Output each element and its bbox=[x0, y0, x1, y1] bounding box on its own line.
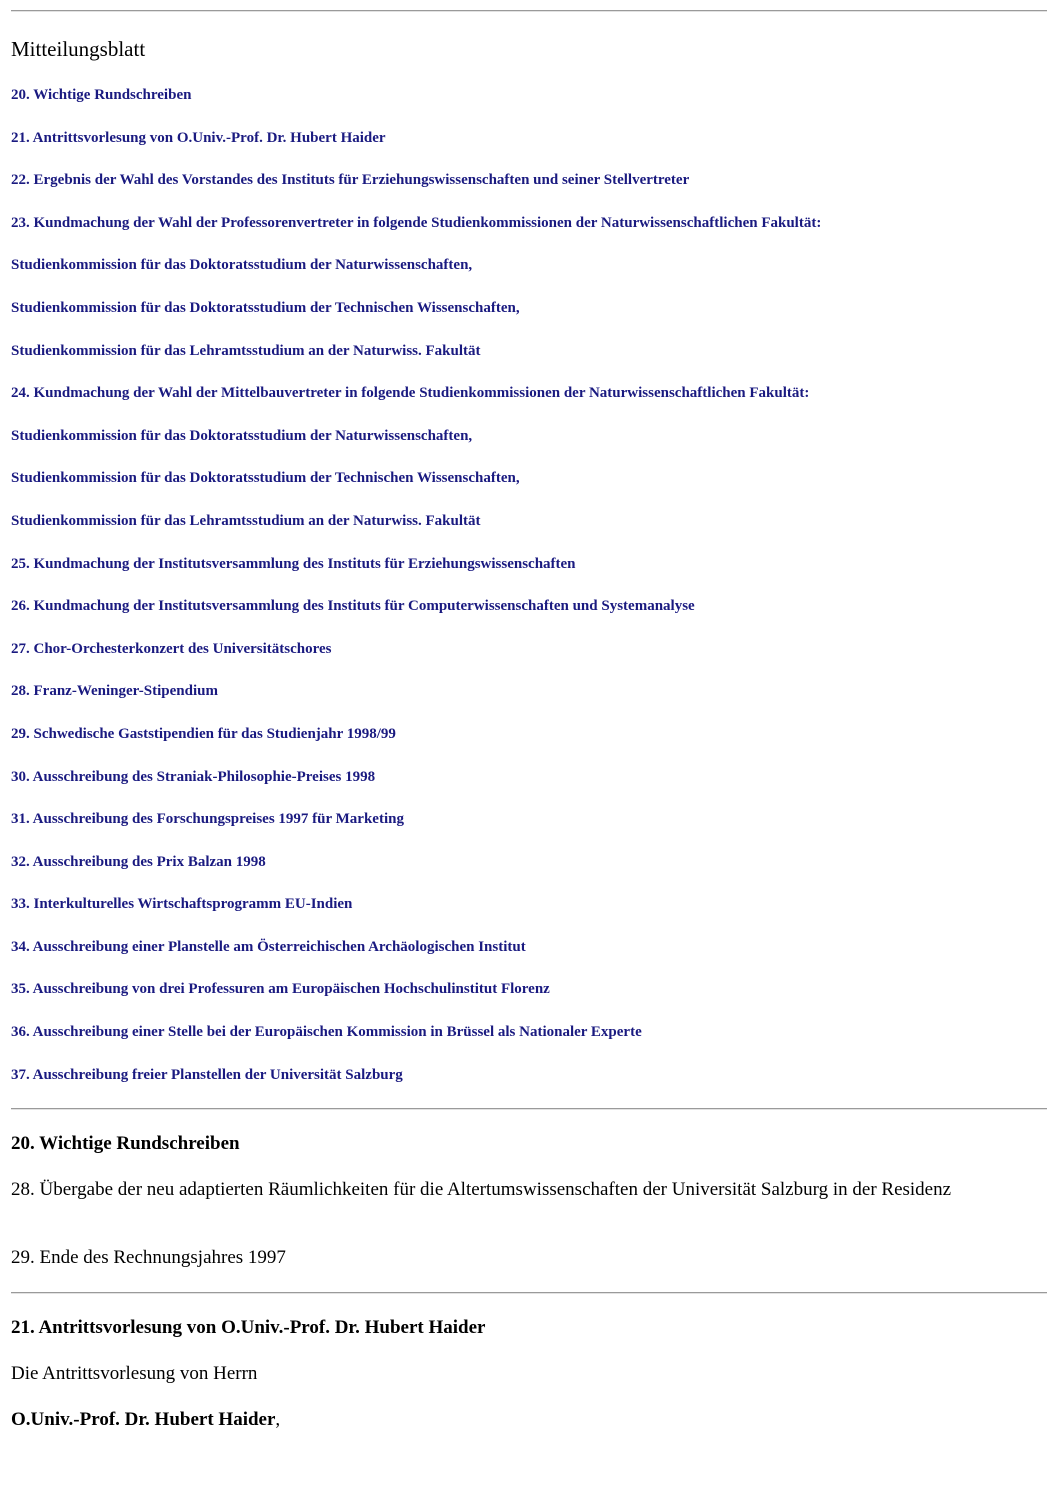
name-suffix: , bbox=[275, 1409, 281, 1430]
toc-link-25[interactable]: 25. Kundmachung der Institutsversammlung des Instituts für Erziehungswissenschaften bbox=[11, 555, 576, 572]
toc-item bbox=[11, 893, 821, 936]
toc-link-24-sub2[interactable]: Studienkommission für das Doktoratsstudium der Technischen Wissenschaften, bbox=[11, 470, 520, 487]
toc-link-34[interactable]: 34. Ausschreibung einer Planstelle am Österreichischen Archäologischen Institut bbox=[11, 938, 526, 955]
professor-name: O.Univ.-Prof. Dr. Hubert Haider bbox=[11, 1409, 276, 1430]
toc-link-22[interactable]: 22. Ergebnis der Wahl des Vorstandes des Instituts für Erziehungswissenschaften und seiner Stellvertreter bbox=[11, 172, 690, 189]
toc-link-23-sub1[interactable]: Studienkommission für das Doktoratsstudium der Naturwissenschaften, bbox=[11, 257, 473, 274]
toc-link-24-sub1[interactable]: Studienkommission für das Doktoratsstudium der Naturwissenschaften, bbox=[11, 427, 473, 444]
toc-item bbox=[11, 84, 821, 127]
section-21-name-line bbox=[11, 1408, 1011, 1432]
toc-item bbox=[11, 680, 821, 723]
toc-item bbox=[11, 1021, 821, 1064]
toc-item bbox=[11, 978, 821, 1021]
horizontal-rule bbox=[11, 1292, 1047, 1294]
toc-item bbox=[11, 212, 821, 255]
section-heading-21: 21. Antrittsvorlesung von O.Univ.-Prof. Dr. Hubert Haider bbox=[11, 1317, 486, 1338]
toc-item bbox=[11, 425, 821, 468]
toc-item bbox=[11, 169, 821, 212]
toc-item bbox=[11, 936, 821, 979]
toc-item bbox=[11, 553, 821, 596]
section-heading-20: 20. Wichtige Rundschreiben bbox=[11, 1133, 240, 1154]
toc-link-37[interactable]: 37. Ausschreibung freier Planstellen der Universität Salzburg bbox=[11, 1066, 403, 1083]
toc-item bbox=[11, 851, 821, 894]
toc-link-24[interactable]: 24. Kundmachung der Wahl der Mittelbauvertreter in folgende Studienkommissionen der Naturwissenschaftlichen Fakultät: bbox=[11, 385, 810, 402]
section-21-intro: Die Antrittsvorlesung von Herrn bbox=[11, 1363, 258, 1384]
toc-item bbox=[11, 723, 821, 766]
horizontal-rule bbox=[11, 1108, 1047, 1110]
toc-link-24-sub3[interactable]: Studienkommission für das Lehramtsstudium an der Naturwiss. Fakultät bbox=[11, 512, 481, 529]
toc-link-32[interactable]: 32. Ausschreibung des Prix Balzan 1998 bbox=[11, 853, 266, 870]
toc-item bbox=[11, 595, 821, 638]
toc-link-36[interactable]: 36. Ausschreibung einer Stelle bei der Europäischen Kommission in Brüssel als Nationaler Experte bbox=[11, 1024, 642, 1041]
toc-link-28[interactable]: 28. Franz-Weninger-Stipendium bbox=[11, 683, 218, 700]
toc-item bbox=[11, 297, 821, 340]
page-title: Mitteilungsblatt bbox=[11, 37, 146, 61]
toc-link-21[interactable]: 21. Antrittsvorlesung von O.Univ.-Prof. Dr. Hubert Haider bbox=[11, 129, 386, 146]
toc-link-20[interactable]: 20. Wichtige Rundschreiben bbox=[11, 87, 192, 103]
toc-item bbox=[11, 766, 821, 809]
toc-link-26[interactable]: 26. Kundmachung der Institutsversammlung des Instituts für Computerwissenschaften und Systemanalyse bbox=[11, 598, 695, 615]
toc-link-31[interactable]: 31. Ausschreibung des Forschungspreises 1997 für Marketing bbox=[11, 811, 404, 828]
toc-item bbox=[11, 254, 821, 297]
toc-link-27[interactable]: 27. Chor-Orchesterkonzert des Universitätschores bbox=[11, 640, 332, 657]
toc-link-30[interactable]: 30. Ausschreibung des Straniak-Philosophie-Preises 1998 bbox=[11, 768, 376, 785]
section-20-item-29: 29. Ende des Rechnungsjahres 1997 bbox=[11, 1247, 286, 1268]
toc-link-29[interactable]: 29. Schwedische Gaststipendien für das Studienjahr 1998/99 bbox=[11, 725, 396, 742]
toc-item bbox=[11, 127, 821, 170]
toc-link-23-sub2[interactable]: Studienkommission für das Doktoratsstudium der Technischen Wissenschaften, bbox=[11, 299, 520, 316]
toc-item bbox=[11, 510, 821, 553]
toc-link-35[interactable]: 35. Ausschreibung von drei Professuren am Europäischen Hochschulinstitut Florenz bbox=[11, 981, 550, 998]
toc-link-23-sub3[interactable]: Studienkommission für das Lehramtsstudium an der Naturwiss. Fakultät bbox=[11, 342, 481, 359]
toc-link-33[interactable]: 33. Interkulturelles Wirtschaftsprogramm EU-Indien bbox=[11, 896, 353, 913]
toc-item bbox=[11, 382, 821, 425]
table-of-contents bbox=[11, 84, 821, 1106]
horizontal-rule bbox=[11, 10, 1047, 12]
toc-item bbox=[11, 1064, 821, 1107]
toc-item bbox=[11, 467, 821, 510]
toc-item bbox=[11, 340, 821, 383]
toc-item bbox=[11, 808, 821, 851]
toc-link-23[interactable]: 23. Kundmachung der Wahl der Professorenvertreter in folgende Studienkommissionen der Naturwissenschaftlichen Fakultät: bbox=[11, 214, 822, 231]
section-20-item-28: 28. Übergabe der neu adaptierten Räumlichkeiten für die Altertumswissenschaften der Universität Salzburg in der Residenz bbox=[11, 1179, 952, 1200]
toc-item bbox=[11, 638, 821, 681]
